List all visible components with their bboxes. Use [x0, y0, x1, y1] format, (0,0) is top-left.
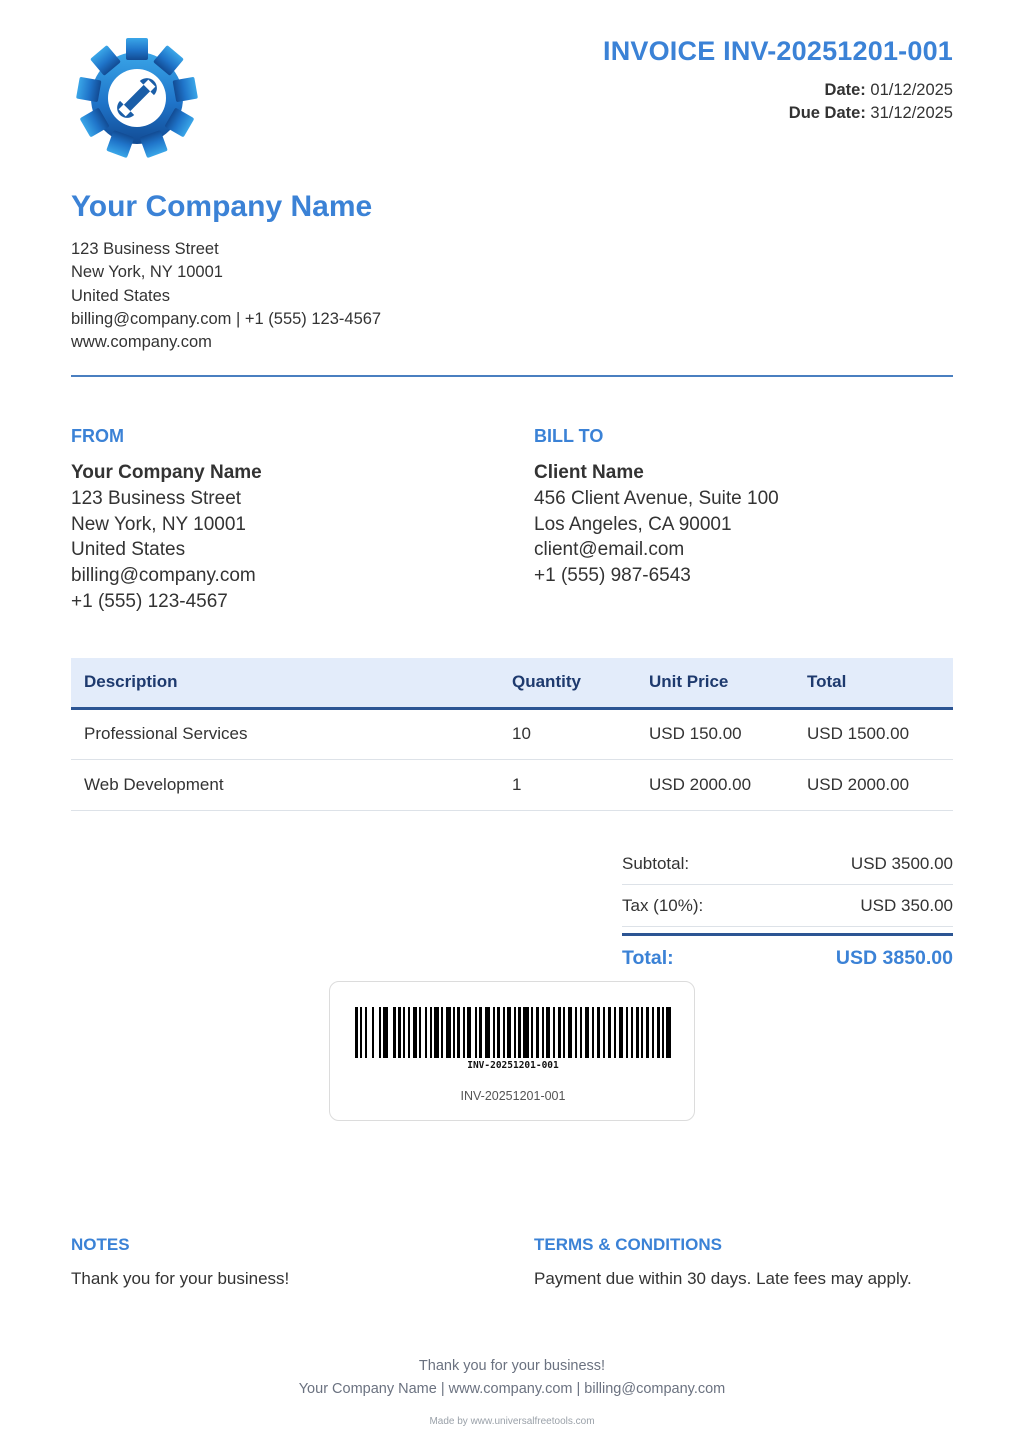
invoice-heading: [603, 34, 953, 125]
tax-row: Tax (10%): USD 350.00: [622, 885, 953, 927]
gear-wrench-logo-icon: [75, 36, 199, 160]
terms-section: [534, 1234, 964, 1291]
barcode-encoded-text: INV-20251201-001: [467, 1060, 559, 1071]
from-section: FROM Your Company Name 123 Business Street New York, NY 10001 United States billing@company.com +1 (555) 123-4567: [71, 424, 491, 615]
subtotal-row: Subtotal: USD 3500.00: [622, 843, 953, 885]
table-row: Web Development 1 USD 2000.00 USD 2000.00: [71, 759, 953, 810]
invoice-due-date: Due Date: 31/12/2025: [788, 104, 953, 122]
footer-thanks: Thank you for your business!: [418, 1358, 606, 1374]
bill-to-section: BILL TO Client Name 456 Client Avenue, Suite 100 Los Angeles, CA 90001 client@email.com +1 (555) 987-6543: [534, 424, 954, 589]
footer-made-by: Made by www.universalfreetools.com: [429, 1416, 595, 1427]
terms-text: Payment due within 30 days. Late fees may apply.: [534, 1269, 912, 1288]
line-items-table: [71, 658, 953, 811]
company-address: 123 Business Street New York, NY 10001 United States billing@company.com | +1 (555) 123-4567 www.company.com: [71, 240, 382, 352]
table-row: Professional Services 10 USD 150.00 USD 1500.00: [71, 708, 953, 759]
footer: [71, 1356, 953, 1429]
notes-label: NOTES: [71, 1235, 130, 1254]
from-label: FROM: [71, 426, 124, 446]
column-quantity: Quantity: [499, 658, 636, 708]
notes-section: [71, 1234, 501, 1291]
company-name: Your Company Name: [71, 190, 373, 223]
header-divider: [71, 375, 953, 377]
invoice-date: Date: 01/12/2025: [824, 81, 953, 99]
invoice-page: [71, 0, 953, 1430]
client-name: Client Name: [534, 462, 644, 483]
invoice-title: INVOICE INV-20251201-001: [603, 36, 953, 66]
barcode-icon: [355, 1007, 671, 1058]
from-name: Your Company Name: [71, 462, 262, 483]
invoice-dates: [603, 79, 953, 125]
notes-text: Thank you for your business!: [71, 1269, 290, 1288]
bill-to-label: BILL TO: [534, 426, 604, 446]
barcode-card: [329, 981, 695, 1121]
barcode-caption: INV-20251201-001: [460, 1089, 566, 1103]
column-unit-price: Unit Price: [636, 658, 794, 708]
column-total: Total: [794, 658, 953, 708]
table-header-row: [71, 658, 953, 708]
totals-summary: [622, 843, 953, 981]
column-description: Description: [71, 658, 499, 708]
footer-contact: Your Company Name | www.company.com | billing@company.com: [298, 1381, 726, 1397]
grand-total-row: Total: USD 3850.00: [622, 933, 953, 981]
terms-label: TERMS & CONDITIONS: [534, 1235, 722, 1254]
